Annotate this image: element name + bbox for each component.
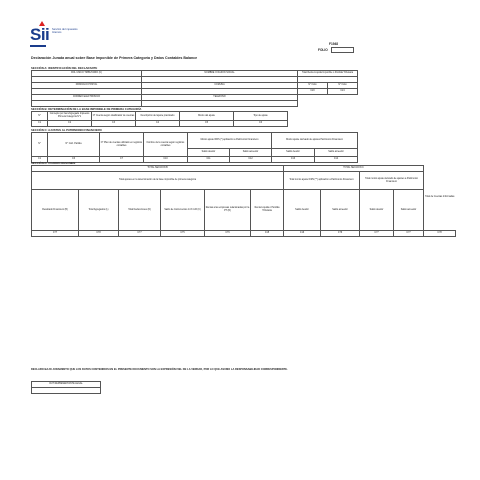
d-col-debit: Saldo deudor: [360, 190, 394, 231]
d-col-total-deductions: Total Deducciones (D): [119, 190, 161, 231]
d-col-debit: Saldo deudor: [284, 190, 321, 231]
c-sub-credit: Saldo acreedor: [315, 149, 358, 157]
c-sub-debit: Saldo deudor: [188, 149, 230, 157]
phone-field[interactable]: [142, 101, 298, 107]
d-code: C76: [205, 231, 251, 237]
legal-rep-rut-field[interactable]: [32, 388, 101, 394]
b-code: C2: [48, 121, 92, 127]
c-code: C6: [48, 157, 100, 163]
c-header-derived: Monto ajuste derivado de ajustes Patrimonio Financiero: [272, 133, 358, 149]
code-c24: C24: [328, 89, 358, 95]
d-col-total-additions: Total Agregados (L): [79, 190, 119, 231]
b-code: C3: [92, 121, 136, 127]
c-header-n: N°: [32, 133, 48, 157]
folio-label: FOLIO: [318, 48, 328, 52]
section-c-title: SECCIÓN C: AJUSTES AL PATRIMONIO FINANCIERO: [31, 128, 102, 132]
d-col-credit: Saldo acreedor: [321, 190, 360, 231]
address-label: DOMICILIO POSTAL: [32, 83, 142, 89]
form-number: F1948: [329, 42, 339, 46]
section-a-title: SECCIÓN A: IDENTIFICACIÓN DEL DECLARANTE: [31, 66, 98, 70]
sii-logo: [30, 25, 90, 47]
form-title: Declaración Jurada anual sobre Base Imponible de Primera Categoría y Datos Contables Balance: [31, 56, 198, 60]
folio-label-2: N° Folio: [328, 83, 358, 89]
c-header-code: N° Cód. Partida: [48, 133, 100, 157]
section-b-title: SECCIÓN B: DETERMINACIÓN DE LA BASE IMPONIBLE DE PRIMERA CATEGORÍA: [31, 107, 142, 111]
d-col-related-income: Rentas a las empresas relacionadas por la PT (R): [205, 190, 251, 231]
c-header-plan: N° Plan de cuentas utilizado en registros contables: [100, 133, 144, 157]
c-code: C10: [144, 157, 188, 163]
d-group-left-sub: Total ajustes en la determinación de la base imponible de primera categoría: [32, 172, 284, 190]
b-code: C5: [180, 121, 234, 127]
name-label: NOMBRE O RAZÓN SOCIAL: [142, 71, 298, 77]
b-header-n: N°: [32, 112, 48, 121]
d-col-credit: Saldo acreedor: [394, 190, 424, 231]
b-header-amount: Monto del ajuste: [180, 112, 234, 121]
section-c-table: [31, 132, 358, 163]
d-col-instruments: Saldo de Instrumentos 14 K LIR (K): [161, 190, 205, 231]
b-header-type: Tipo de ajuste: [234, 112, 288, 121]
d-total-accounts-label: Total de Cuentas Informadas: [424, 166, 456, 231]
phone-label: TELÉFONO: [142, 95, 298, 101]
d-group-right-sub1: Total monto ajuste IFRS (**) aplicación a Patrimonio Financiero: [284, 172, 360, 190]
c-code: C11: [188, 157, 230, 163]
code-c20: C20: [298, 89, 328, 95]
b-code: C6: [234, 121, 288, 127]
d-col-net-income: Renta Líquida o Pérdida Tributaria: [251, 190, 284, 231]
d-code: C77: [32, 231, 79, 237]
c-sub-credit: Saldo acreedor: [230, 149, 272, 157]
d-code: C75: [161, 231, 205, 237]
d-group-left: TOTAL SECCIÓN B: [32, 166, 284, 172]
email-label: CORREO ELECTRÓNICO: [32, 95, 142, 101]
section-b-table: [31, 111, 288, 127]
rut-label: ROL ÚNICO TRIBUTARIO (C): [32, 71, 142, 77]
total-income-label: Total Renta Líquida Imponible o Pérdida Tributaria: [298, 71, 358, 77]
c-header-account-name: Nombre de la cuenta según registros contables: [144, 133, 188, 157]
d-code: C78: [79, 231, 119, 237]
d-code: C77: [394, 231, 424, 237]
d-code: C77: [360, 231, 394, 237]
section-d-table: [31, 165, 456, 237]
d-code: C76: [321, 231, 360, 237]
d-code: C77: [119, 231, 161, 237]
logo-text: Sii: [30, 25, 50, 44]
d-code: C78: [424, 231, 456, 237]
legal-rep-table: [31, 381, 101, 394]
c-sub-debit: Saldo deudor: [272, 149, 315, 157]
folio-box[interactable]: [331, 47, 354, 53]
b-header-account: N° Cuenta según clasificador de cuentas: [92, 112, 136, 121]
declaration-text: DECLARO BAJO JURAMENTO QUE LOS DATOS CONTENIDOS EN EL PRESENTE DOCUMENTO SON LA EXPRESIÓN FIEL DE LA VERDAD, POR LO QUE ASUMO LA RESPONSABILIDAD CORRESPONDIENTE.: [31, 368, 288, 371]
c-header-ifrs: Monto ajuste IFRS (*) aplicación a Patrimonio Financiero: [188, 133, 272, 149]
b-header-concept: Concepto por Ítem/Agregado Impuesto Primera Categoría N°1: [48, 112, 92, 121]
legal-rep-rut-label: RUT REPRESENTANTE LEGAL: [32, 382, 101, 388]
c-code: C1: [32, 157, 48, 163]
b-header-description: Descripción del ajuste practicado: [136, 112, 180, 121]
b-code: C1: [32, 121, 48, 127]
email-field[interactable]: [32, 101, 142, 107]
d-code: C15: [251, 231, 284, 237]
commune-label: COMUNA: [142, 83, 298, 89]
section-d-title: SECCIÓN D: CUADRO RESUMEN: [31, 161, 76, 165]
logo-subtitle: Servicio de Impuestos Internos: [52, 28, 78, 35]
d-group-right: TOTAL SECCIÓN C: [284, 166, 424, 172]
logo-bar: [30, 45, 46, 47]
c-code: C14: [315, 157, 358, 163]
section-a-table: [31, 70, 358, 107]
d-group-right-sub2: Total monto ajuste derivado de ajustes a Patrimonio Financiero: [360, 172, 424, 190]
c-code: C12: [230, 157, 272, 163]
c-code: C7: [100, 157, 144, 163]
d-code: C16: [284, 231, 321, 237]
folio-label-1: N° Folio: [298, 83, 328, 89]
c-code: C13: [272, 157, 315, 163]
d-col-financial-result: Resultado Financiero (B): [32, 190, 79, 231]
b-code: C4: [136, 121, 180, 127]
